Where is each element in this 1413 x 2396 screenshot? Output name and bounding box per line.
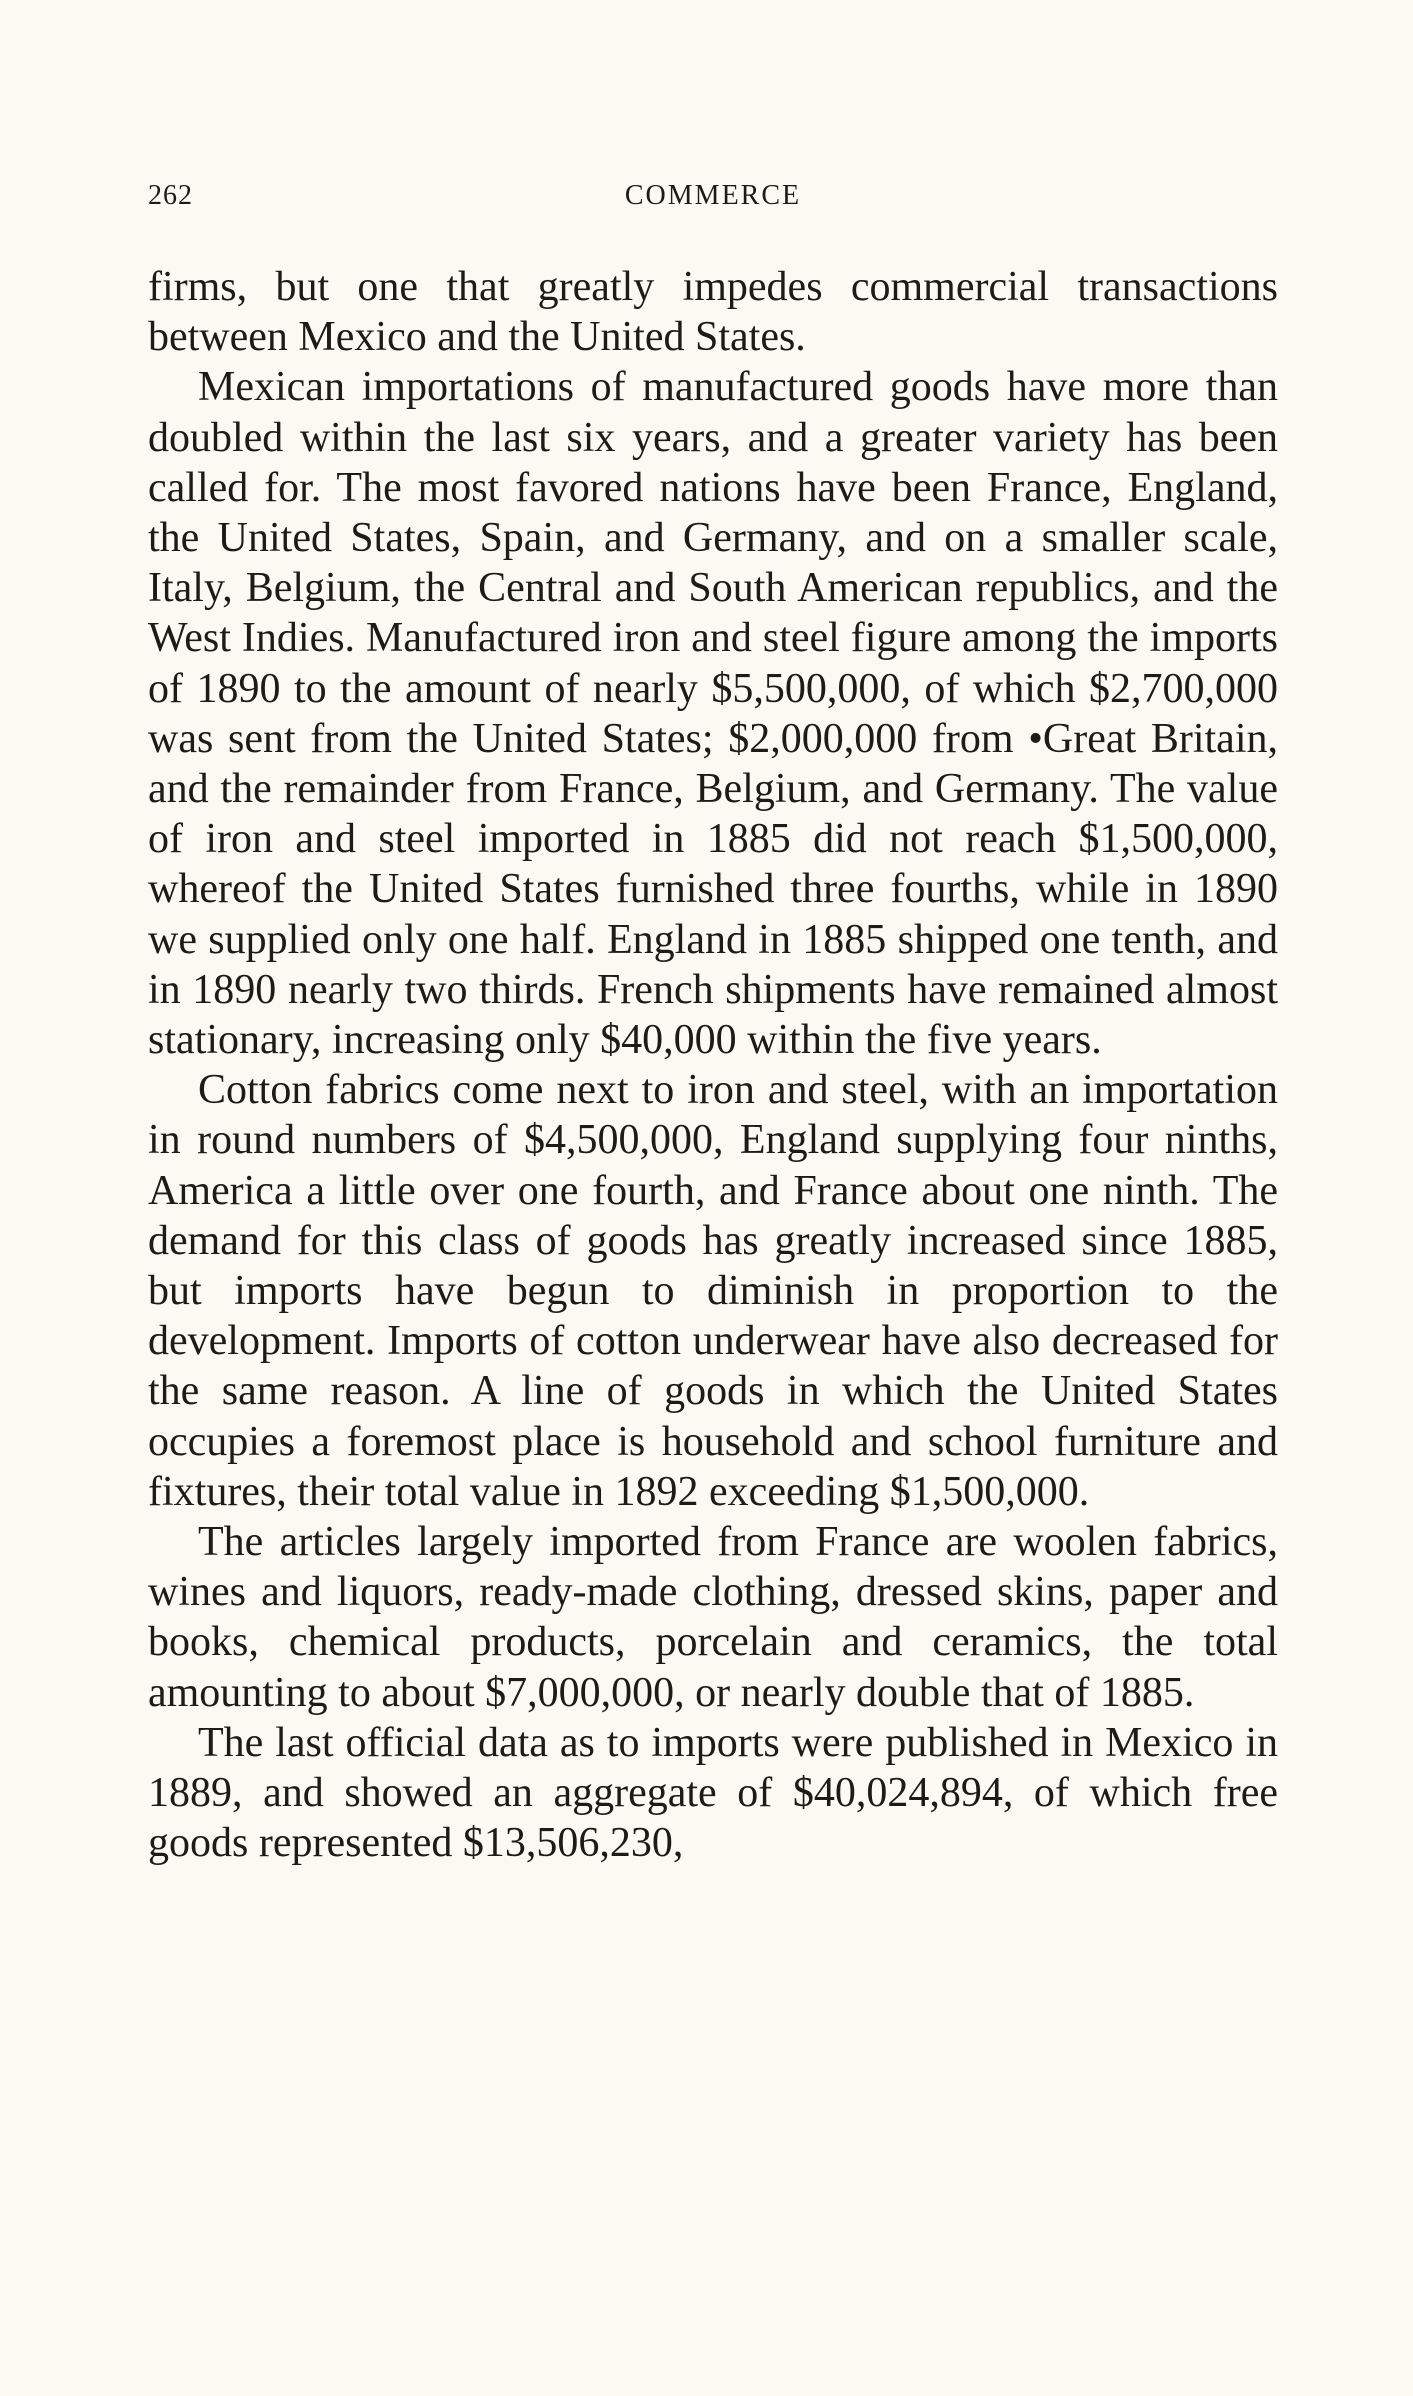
page-header (148, 180, 1278, 220)
body-text (148, 262, 1278, 1869)
paragraph-official-data: The last official data as to imports were published in Mexico in 1889, and showed an aggregate of $40,024,894, of which free goods represented $13,506,230, (148, 1719, 1278, 1867)
running-title: COMMERCE (624, 180, 802, 211)
paragraph-mexican-importations: Mexican importations of manufactured goods have more than doubled within the last six years, and a greater variety has been called for. The most favored nations have been France, England, the United States, Spain, and Germany, and on a smaller scale, Italy, Belgium, the Central and South American republics, and the West Indies. Manufactured iron and steel figure among the imports of 1890 to the amount of nearly $5,500,000, of which $2,700,000 was sent from the United States; $2,000,000 from •Great Britain, and the remainder from France, Belgium, and Germany. The value of iron and steel imported in 1885 did not reach $1,500,000, whereof the United States furnished three fourths, while in 1890 we supplied only one half. England in 1885 shipped one tenth, and in 1890 nearly two thirds. French shipments have remained almost stationary, increasing only $40,000 within the five years. (148, 364, 1278, 1064)
paragraph-continued: firms, but one that greatly impedes commercial transactions between Mexico and the United States. (148, 264, 1278, 361)
page-number: 262 (148, 180, 193, 211)
paragraph-cotton-fabrics: Cotton fabrics come next to iron and steel, with an importation in round numbers of $4,500,000, England supplying four ninths, America a little over one fourth, and France about one ninth. The demand for this class of goods has greatly increased since 1885, but imports have begun to diminish in proportion to the development. Imports of cotton underwear have also decreased for the same reason. A line of goods in which the United States occupies a foremost place is household and school furniture and fixtures, their total value in 1892 exceeding $1,500,000. (148, 1067, 1278, 1515)
paragraph-french-articles: The articles largely imported from France are woolen fabrics, wines and liquors, ready-made clothing, dressed skins, paper and books, chemical products, porcelain and ceramics, the total amounting to about $7,000,000, or nearly double that of 1885. (148, 1519, 1278, 1716)
